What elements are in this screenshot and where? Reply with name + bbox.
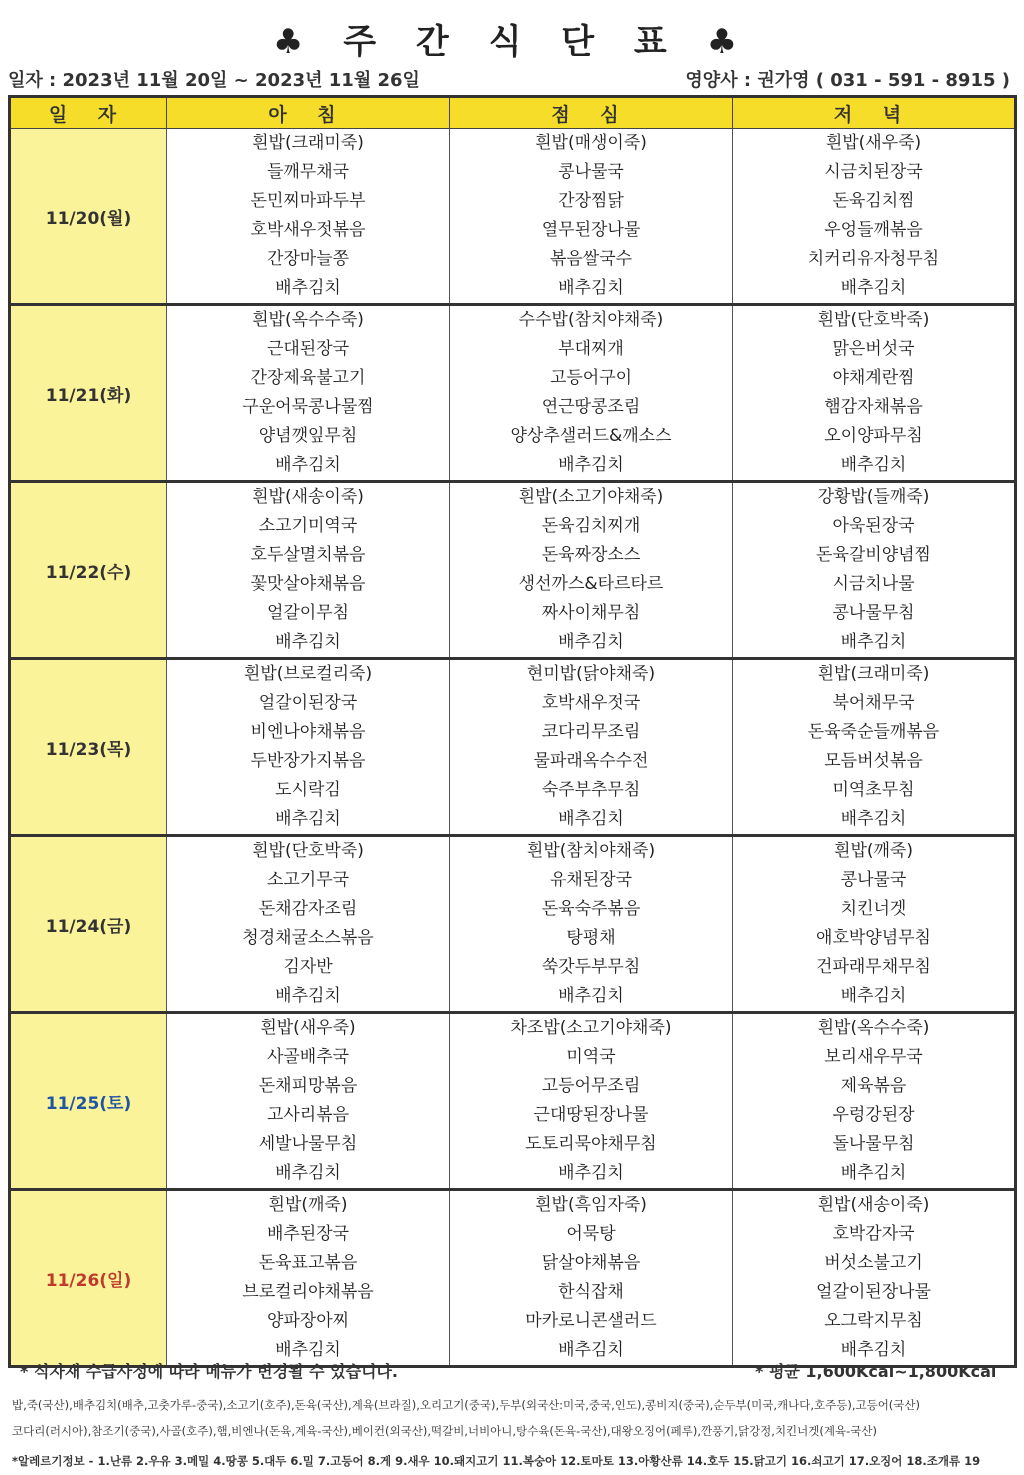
dish-item: 흰밥(브로컬리죽)	[243, 664, 373, 684]
dish-item: 코다리무조림	[541, 722, 641, 742]
dish-item: 배추김치	[275, 986, 341, 1006]
dish-item: 도토리묵야채무침	[525, 1134, 657, 1154]
dish-item: 돈육갈비양념찜	[816, 545, 931, 565]
dish-item: 배추김치	[558, 278, 624, 298]
breakfast-cell	[167, 129, 450, 305]
dish-item: 햄감자채볶음	[824, 397, 923, 417]
dish-item: 한식잡채	[558, 1282, 624, 1302]
dish-item: 흰밥(새우죽)	[825, 133, 922, 153]
dish-item: 배추김치	[275, 632, 341, 652]
dish-item: 현미밥(닭야채죽)	[526, 664, 656, 684]
dish-item: 얼갈이무침	[266, 603, 350, 623]
dish-item: 보리새우무국	[824, 1047, 923, 1067]
dish-item: 흰밥(단호박죽)	[252, 841, 364, 861]
dish-item: 양념깻잎무침	[258, 426, 358, 446]
dish-item: 오그락지무침	[824, 1311, 923, 1331]
dish-item: 배추김치	[275, 809, 341, 829]
dietitian-label: 영양사 : 권가영 ( 031 - 591 - 8915 )	[685, 70, 1010, 91]
dish-item: 돈육짜장소스	[541, 545, 641, 565]
dish-item: 흰밥(새송이죽)	[252, 487, 364, 507]
dish-item: 근대땅된장나물	[533, 1105, 649, 1125]
dish-item: 배추김치	[558, 1163, 624, 1183]
dinner-cell	[733, 836, 1016, 1013]
dinner-cell	[733, 305, 1016, 482]
dish-item: 연근땅콩조림	[541, 397, 641, 417]
allergy-info-line: *알레르기정보 - 1.난류 2.우유 3.메밀 4.땅콩 5.대두 6.밀 7.고등어 8.게 9.새우 10.돼지고기 11.복숭아 12.토마토 13.아황산류 14.호두 15.닭고기 16.쇠고기 17.오징어 18.조개류 19	[12, 1454, 981, 1468]
dish-item: 호두살멸치볶음	[250, 545, 366, 565]
dish-item: 차조밥(소고기야채죽)	[510, 1018, 672, 1038]
breakfast-cell	[167, 659, 450, 836]
dish-item: 시금치된장국	[824, 162, 923, 182]
dish-item: 돈육죽순들깨볶음	[807, 722, 940, 742]
dish-item: 흰밥(새우죽)	[260, 1018, 356, 1038]
breakfast-cell	[167, 482, 450, 659]
dish-item: 간장제육불고기	[250, 368, 366, 388]
dish-item: 흰밥(새송이죽)	[817, 1195, 930, 1215]
column-header-date: 일 자	[10, 97, 167, 129]
breakfast-cell	[167, 305, 450, 482]
dish-item: 구운어묵콩나물찜	[242, 397, 374, 417]
dish-item: 배추김치	[275, 1340, 341, 1360]
dish-item: 애호박양념무침	[816, 928, 931, 948]
dish-item: 흰밥(크래미죽)	[817, 664, 930, 684]
dish-item: 양상추샐러드&깨소스	[510, 426, 672, 446]
dish-item: 흰밥(흑임자죽)	[535, 1195, 647, 1215]
origin-info-line: 밥,죽(국산),배추김치(배추,고춧가루-중국),소고기(호주),돈육(국산),계육(브라질),오리고기(중국),두부(외국산:미국,중국,인도),콩비지(중국),순두부(미국,캐나다,호주등),고등어(국산)	[12, 1398, 920, 1412]
dish-item: 유채된장국	[549, 870, 633, 890]
dish-item: 짜사이채무침	[541, 603, 641, 623]
period-label: 일자 : 2023년 11월 20일 ~ 2023년 11월 26일	[8, 70, 420, 91]
dish-item: 김자반	[283, 957, 333, 977]
dinner-cell	[733, 1190, 1016, 1367]
dish-item: 비엔나야채볶음	[250, 722, 366, 742]
lunch-cell	[450, 305, 733, 482]
dish-item: 모듬버섯볶음	[824, 751, 923, 771]
menu-body	[10, 129, 1016, 1367]
dish-item: 생선까스&타르타르	[518, 574, 664, 594]
dish-item: 아욱된장국	[832, 516, 915, 536]
date-cell: 11/25(토)	[10, 1013, 167, 1190]
dish-item: 흰밥(옥수수죽)	[817, 1018, 930, 1038]
dinner-cell	[733, 1013, 1016, 1190]
dish-item: 우렁강된장	[832, 1105, 915, 1125]
dish-item: 강황밥(들깨죽)	[817, 487, 930, 507]
dish-item: 돈육김치찜	[832, 191, 915, 211]
date-cell: 11/26(일)	[10, 1190, 167, 1367]
lunch-cell	[450, 482, 733, 659]
calorie-note: * 평균 1,600Kcal~1,800Kcal	[755, 1362, 997, 1381]
dish-item: 사골배추국	[266, 1047, 350, 1067]
dish-item: 고사리볶음	[266, 1105, 350, 1125]
dish-item: 흰밥(깨죽)	[834, 841, 913, 861]
dish-item: 고등어무조림	[541, 1076, 641, 1096]
dish-item: 미역국	[566, 1047, 616, 1067]
dish-item: 미역초무침	[832, 780, 915, 800]
dish-item: 소고기무국	[266, 870, 350, 890]
dish-item: 버섯소불고기	[824, 1253, 923, 1273]
dish-item: 열무된장나물	[541, 220, 641, 240]
dish-item: 간장찜닭	[558, 191, 624, 211]
dish-item: 호박감자국	[832, 1224, 915, 1244]
dish-item: 배추김치	[840, 1163, 907, 1183]
date-cell: 11/23(목)	[10, 659, 167, 836]
dish-item: 돈육숙주볶음	[541, 899, 641, 919]
dinner-cell	[733, 659, 1016, 836]
origin-info-line: 코다리(러시아),참조기(중국),사골(호주),햄,비엔나(돈육,계육-국산),베이컨(외국산),떡갈비,너비아니,탕수육(돈육-국산),대왕오징어(페루),깐풍기,닭강정,치킨너겟(계육-국산)	[12, 1424, 877, 1438]
lunch-cell	[450, 129, 733, 305]
column-header-breakfast: 아 침	[167, 97, 450, 129]
dish-item: 어묵탕	[566, 1224, 616, 1244]
dish-item: 북어채무국	[832, 693, 915, 713]
date-cell: 11/24(금)	[10, 836, 167, 1013]
dish-item: 호박새우젓볶음	[250, 220, 366, 240]
lunch-cell	[450, 1013, 733, 1190]
dish-item: 볶음쌀국수	[549, 249, 633, 269]
day-row	[10, 659, 1016, 836]
dish-item: 돈육김치찌개	[541, 516, 641, 536]
lunch-cell	[450, 836, 733, 1013]
breakfast-cell	[167, 836, 450, 1013]
dish-item: 돈민찌마파두부	[250, 191, 366, 211]
date-cell: 11/20(월)	[10, 129, 167, 305]
dish-item: 세발나물무침	[258, 1134, 358, 1154]
dish-item: 간장마늘쫑	[266, 249, 350, 269]
dish-item: 브로컬리야채볶음	[242, 1282, 374, 1302]
day-row	[10, 1190, 1016, 1367]
dish-item: 돌나물무침	[832, 1134, 915, 1154]
dish-item: 배추김치	[840, 632, 907, 652]
dish-item: 근대된장국	[266, 339, 350, 359]
weekly-menu-table	[8, 95, 1017, 1368]
dish-item: 배추김치	[558, 986, 624, 1006]
dish-item: 수수밥(참치야채죽)	[518, 310, 664, 330]
dish-item: 건파래무채무침	[816, 957, 931, 977]
date-cell: 11/21(화)	[10, 305, 167, 482]
day-row	[10, 305, 1016, 482]
dish-item: 시금치나물	[832, 574, 915, 594]
lunch-cell	[450, 659, 733, 836]
dish-item: 소고기미역국	[258, 516, 358, 536]
dish-item: 돈육표고볶음	[258, 1253, 358, 1273]
dish-item: 얼갈이된장국	[258, 693, 358, 713]
menu-change-note: * 식자재 수급사정에 따라 메뉴가 변경될 수 있습니다.	[20, 1362, 399, 1381]
column-header-lunch: 점 심	[450, 97, 733, 129]
dish-item: 마카로니콘샐러드	[525, 1311, 657, 1331]
dish-item: 배추김치	[558, 809, 624, 829]
dish-item: 흰밥(참치야채죽)	[526, 841, 656, 861]
dinner-cell	[733, 482, 1016, 659]
dish-item: 콩나물무침	[832, 603, 915, 623]
dish-item: 배추김치	[840, 809, 907, 829]
dish-item: 배추김치	[840, 455, 907, 475]
day-row	[10, 482, 1016, 659]
page-title: ♣ 주 간 식 단 표 ♣	[272, 22, 752, 62]
dish-item: 흰밥(크래미죽)	[252, 133, 364, 153]
dish-item: 고등어구이	[549, 368, 633, 388]
date-cell: 11/22(수)	[10, 482, 167, 659]
dish-item: 배추김치	[558, 1340, 624, 1360]
dish-item: 탕평채	[566, 928, 616, 948]
column-header-dinner: 저 녁	[733, 97, 1016, 129]
dinner-cell	[733, 129, 1016, 305]
dish-item: 콩나물국	[558, 162, 624, 182]
dish-item: 부대찌개	[558, 339, 624, 359]
dish-item: 우엉들깨볶음	[824, 220, 923, 240]
dish-item: 꽃맛살야채볶음	[250, 574, 366, 594]
dish-item: 쑥갓두부무침	[541, 957, 641, 977]
dish-item: 닭살야채볶음	[541, 1253, 641, 1273]
dish-item: 청경채굴소스볶음	[242, 928, 374, 948]
dish-item: 배추된장국	[266, 1224, 350, 1244]
dish-item: 숙주부추무침	[541, 780, 641, 800]
dish-item: 흰밥(옥수수죽)	[252, 310, 364, 330]
dish-item: 배추김치	[840, 278, 907, 298]
dish-item: 두반장가지볶음	[250, 751, 366, 771]
dish-item: 흰밥(소고기야채죽)	[518, 487, 664, 507]
dish-item: 흰밥(매생이죽)	[535, 133, 647, 153]
dish-item: 흰밥(깨죽)	[268, 1195, 348, 1215]
dish-item: 배추김치	[840, 1340, 907, 1360]
dish-item: 배추김치	[558, 455, 624, 475]
dish-item: 배추김치	[558, 632, 624, 652]
dish-item: 치킨너겟	[840, 899, 907, 919]
dish-item: 콩나물국	[840, 870, 907, 890]
dish-item: 흰밥(단호박죽)	[817, 310, 930, 330]
dish-item: 배추김치	[275, 1163, 341, 1183]
dish-item: 배추김치	[840, 986, 907, 1006]
dish-item: 맑은버섯국	[832, 339, 915, 359]
lunch-cell	[450, 1190, 733, 1367]
dish-item: 배추김치	[275, 455, 341, 475]
dish-item: 양파장아찌	[266, 1311, 350, 1331]
dish-item: 돈채피망볶음	[258, 1076, 358, 1096]
breakfast-cell	[167, 1013, 450, 1190]
dish-item: 제육볶음	[840, 1076, 907, 1096]
dish-item: 오이양파무침	[824, 426, 923, 446]
dish-item: 배추김치	[275, 278, 341, 298]
dish-item: 돈채감자조림	[258, 899, 358, 919]
day-row	[10, 836, 1016, 1013]
dish-item: 도시락김	[275, 780, 341, 800]
breakfast-cell	[167, 1190, 450, 1367]
dish-item: 물파래옥수수전	[533, 751, 649, 771]
day-row	[10, 129, 1016, 305]
day-row	[10, 1013, 1016, 1190]
dish-item: 야채계란찜	[832, 368, 915, 388]
dish-item: 얼갈이된장나물	[816, 1282, 931, 1302]
dish-item: 치커리유자청무침	[807, 249, 940, 269]
dish-item: 들깨무채국	[266, 162, 350, 182]
dish-item: 호박새우젓국	[541, 693, 641, 713]
